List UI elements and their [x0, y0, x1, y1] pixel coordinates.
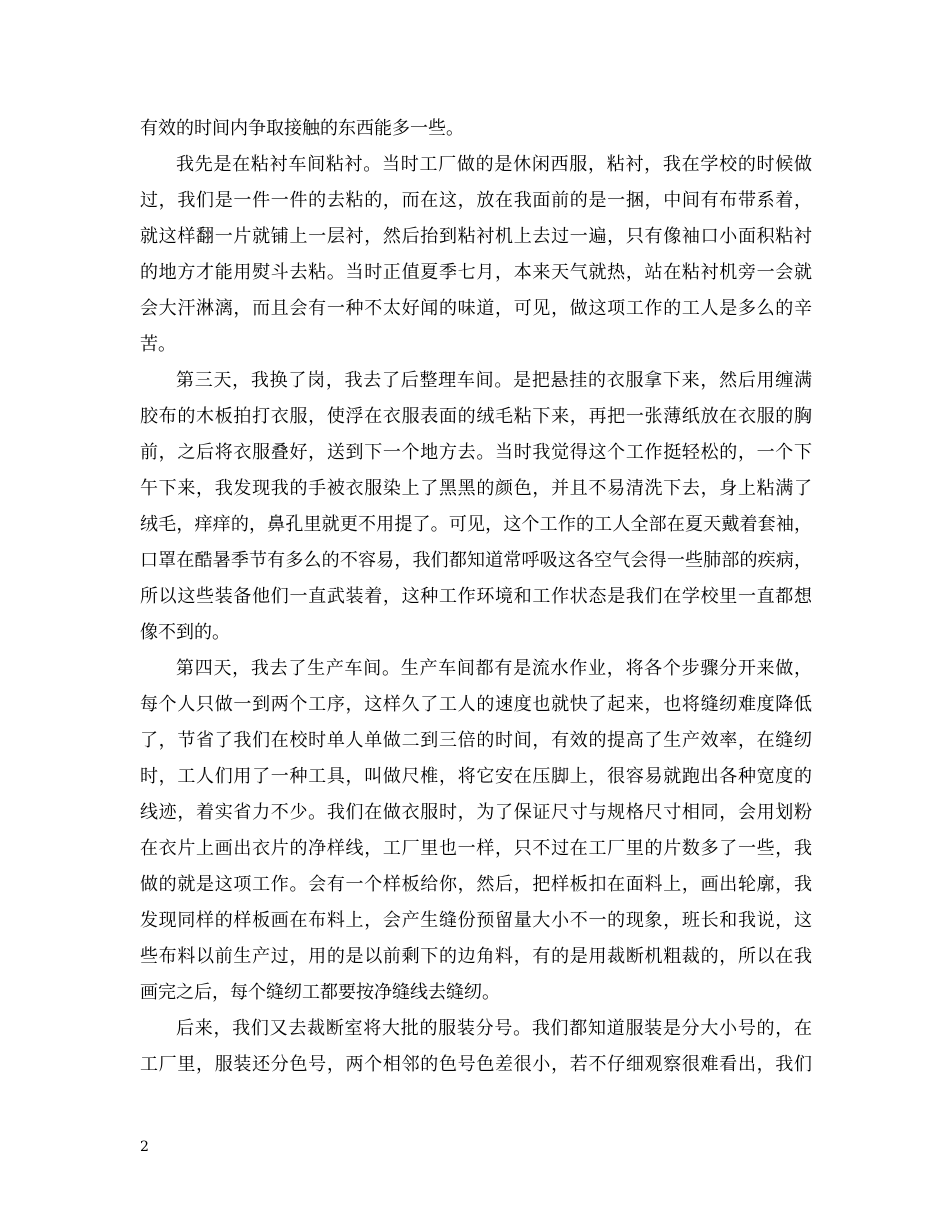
text-line: 每个人只做一到两个工序，这样久了工人的速度也就快了起来，也将缝纫难度降低 — [140, 694, 812, 715]
text-line: 过，我们是一件一件的去粘的，而在这，放在我面前的是一捆，中间有布带系着， — [140, 190, 812, 211]
text-line: 发现同样的样板画在布料上，会产生缝份预留量大小不一的现象，班长和我说，这 — [140, 910, 812, 931]
text-line: 前，之后将衣服叠好，送到下一个地方去。当时我觉得这个工作挺轻松的，一个下 — [140, 442, 812, 463]
text-line: 午下来，我发现我的手被衣服染上了黑黑的颜色，并且不易清洗下去，身上粘满了 — [140, 478, 812, 499]
paragraph — [140, 111, 812, 147]
text-line: 在衣片上画出衣片的净样线，工厂里也一样，只不过在工厂里的片数多了一些，我 — [140, 838, 812, 859]
page-number: 2 — [140, 1139, 149, 1155]
text-line: 像不到的。 — [140, 622, 230, 643]
text-line: 口罩在酷暑季节有多么的不容易，我们都知道常呼吸这各空气会得一些肺部的疾病， — [140, 550, 812, 571]
text-line: 第三天，我换了岗，我去了后整理车间。是把悬挂的衣服拿下来，然后用缠满 — [176, 370, 812, 391]
text-line: 画完之后，每个缝纫工都要按净缝线去缝纫。 — [140, 982, 500, 1003]
text-line: 就这样翻一片就铺上一层衬，然后抬到粘衬机上去过一遍，只有像袖口小面积粘衬 — [140, 226, 812, 247]
text-line: 了，节省了我们在校时单人单做二到三倍的时间，有效的提高了生产效率，在缝纫 — [140, 730, 812, 751]
text-line: 些布料以前生产过，用的是以前剩下的边角料，有的是用裁断机粗裁的，所以在我 — [140, 946, 812, 967]
text-line: 有效的时间内争取接触的东西能多一些。 — [140, 118, 464, 139]
text-line: 会大汗淋漓，而且会有一种不太好闻的味道，可见，做这项工作的工人是多么的辛 — [140, 298, 812, 319]
text-line: 苦。 — [140, 334, 176, 355]
text-line: 工厂里，服装还分色号，两个相邻的色号色差很小，若不仔细观察很难看出，我们 — [140, 1054, 812, 1075]
body-text — [140, 111, 812, 1083]
paragraph — [140, 363, 812, 651]
text-line: 绒毛，痒痒的，鼻孔里就更不用提了。可见，这个工作的工人全部在夏天戴着套袖， — [140, 514, 812, 535]
text-line: 做的就是这项工作。会有一个样板给你，然后，把样板扣在面料上，画出轮廓，我 — [140, 874, 812, 895]
text-line: 后来，我们又去裁断室将大批的服装分号。我们都知道服装是分大小号的，在 — [176, 1018, 812, 1039]
text-line: 第四天，我去了生产车间。生产车间都有是流水作业，将各个步骤分开来做， — [176, 658, 812, 679]
text-line: 胶布的木板拍打衣服，使浮在衣服表面的绒毛粘下来，再把一张薄纸放在衣服的胸 — [140, 406, 812, 427]
paragraph — [140, 147, 812, 363]
text-line: 线迹，着实省力不少。我们在做衣服时，为了保证尺寸与规格尺寸相同，会用划粉 — [140, 802, 812, 823]
text-line: 我先是在粘衬车间粘衬。当时工厂做的是休闲西服，粘衬，我在学校的时候做 — [176, 154, 812, 175]
text-line: 时，工人们用了一种工具，叫做尺椎，将它安在压脚上，很容易就跑出各种宽度的 — [140, 766, 812, 787]
text-line: 所以这些装备他们一直武装着，这种工作环境和工作状态是我们在学校里一直都想 — [140, 586, 812, 607]
paragraph — [140, 1011, 812, 1083]
paragraph — [140, 651, 812, 1011]
text-line: 的地方才能用熨斗去粘。当时正值夏季七月，本来天气就热，站在粘衬机旁一会就 — [140, 262, 812, 283]
